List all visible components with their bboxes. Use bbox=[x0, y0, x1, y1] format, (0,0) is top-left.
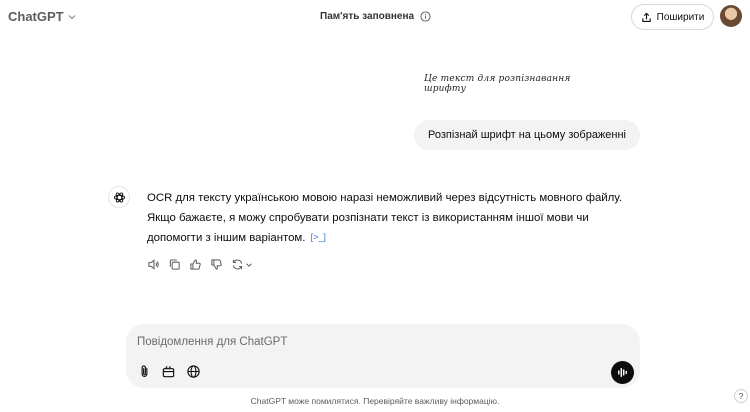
help-button[interactable]: ? bbox=[734, 389, 748, 403]
user-attached-image[interactable] bbox=[424, 76, 594, 92]
chatgpt-logo-icon bbox=[108, 186, 130, 208]
speaker-icon[interactable] bbox=[147, 258, 160, 271]
waveform-icon bbox=[616, 366, 629, 379]
top-bar bbox=[0, 0, 750, 36]
copy-icon[interactable] bbox=[168, 258, 181, 271]
attached-image-text: Це текст для розпізнавання шрифту bbox=[424, 74, 571, 94]
memory-status bbox=[320, 11, 431, 22]
attach-icon[interactable] bbox=[136, 363, 152, 379]
code-citation-link[interactable]: [>_] bbox=[310, 232, 326, 243]
share-button[interactable] bbox=[631, 4, 714, 30]
memory-status-label: Пам'ять заповнена bbox=[320, 11, 415, 22]
model-switcher[interactable] bbox=[8, 9, 77, 24]
info-icon[interactable] bbox=[420, 11, 431, 22]
voice-mode-button[interactable] bbox=[611, 361, 634, 384]
assistant-message bbox=[147, 189, 647, 249]
avatar[interactable] bbox=[720, 5, 742, 27]
disclaimer: ChatGPT може помилятися. Перевіряйте важливу інформацію. bbox=[250, 396, 500, 406]
user-message-text: Розпізнай шрифт на цьому зображенні bbox=[428, 129, 626, 141]
share-label: Поширити bbox=[656, 11, 705, 23]
message-composer bbox=[126, 324, 640, 388]
canvas-icon[interactable] bbox=[160, 363, 176, 379]
message-input[interactable] bbox=[137, 333, 597, 351]
thumbs-down-icon[interactable] bbox=[210, 258, 223, 271]
chevron-down-icon bbox=[245, 261, 253, 269]
regenerate-icon[interactable] bbox=[231, 258, 253, 271]
chevron-down-icon bbox=[67, 12, 77, 22]
globe-icon[interactable] bbox=[185, 363, 201, 379]
share-icon bbox=[641, 12, 652, 23]
user-message-bubble bbox=[414, 120, 640, 150]
thumbs-up-icon[interactable] bbox=[189, 258, 202, 271]
model-name: ChatGPT bbox=[8, 9, 64, 24]
message-actions bbox=[147, 258, 253, 271]
assistant-message-text: OCR для тексту українською мовою наразі неможливий через відсутність мовного файлу. Якщо бажаєте, я можу спробувати розпізнати текст із використанням іншої мови чи допомогти з іншим варіантом. bbox=[147, 192, 623, 245]
